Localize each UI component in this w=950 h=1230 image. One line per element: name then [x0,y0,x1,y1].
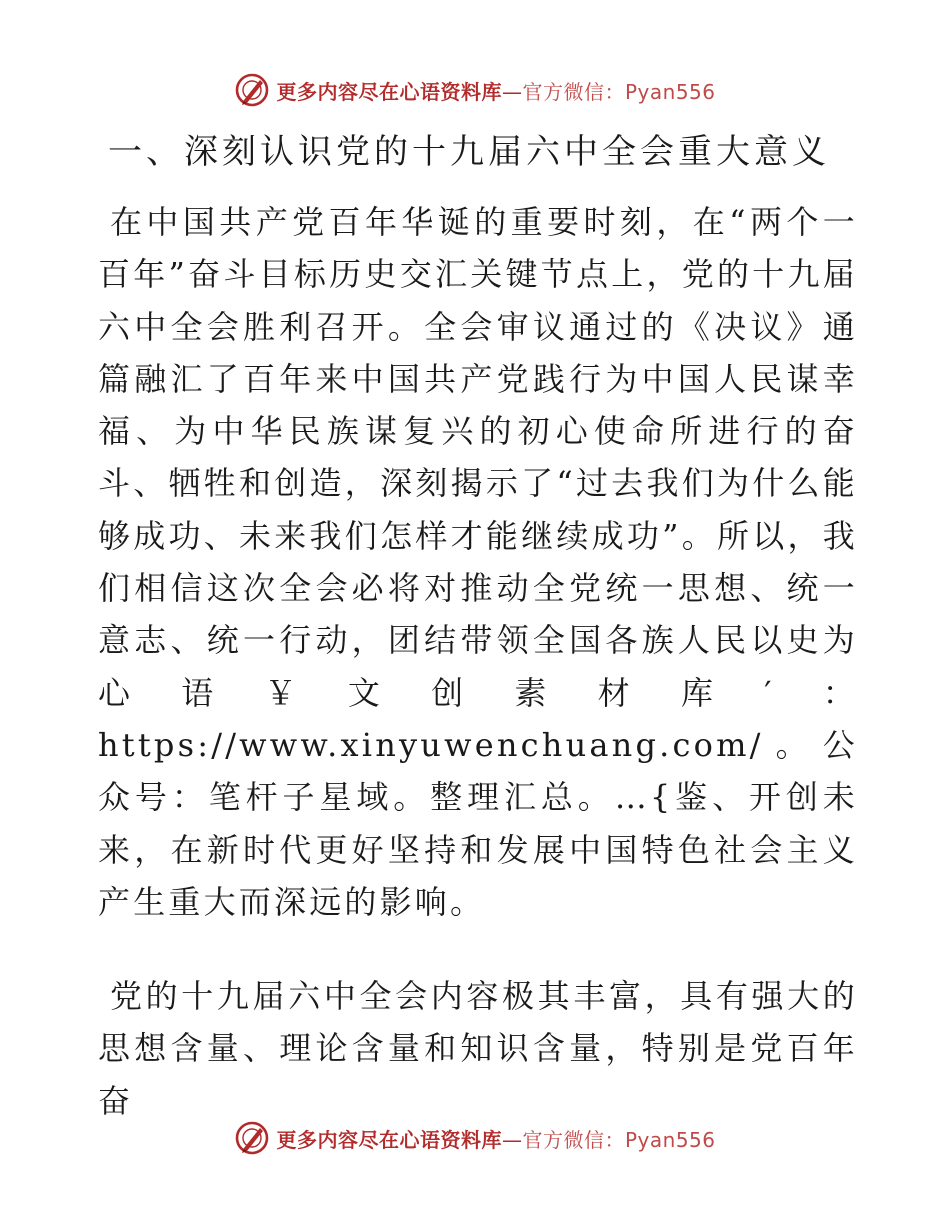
watermark-text: 更多内容尽在心语资料库—官方微信：Pyan556 [276,1127,716,1152]
pen-logo-icon [234,72,270,108]
footer-watermark-banner [0,1118,950,1158]
section-heading: 一、深刻认识党的十九届六中全会重大意义 [108,132,830,172]
header-watermark-banner [0,70,950,110]
body-paragraph: 在中国共产党百年华诞的重要时刻，在“两个一百年”奋斗目标历史交汇关键节点上，党的十九届六中全会胜利召开。全会审议通过的《决议》通篇融汇了百年来中国共产党践行为中国人民谋幸福、为中华民族谋复兴的初心使命所进行的奋斗、牺牲和创造，深刻揭示了“过去我们为什么能够成功、未来我们怎样才能继续成功”。所以，我们相信这次全会必将对推动全党统一思想、统一意志、统一行动，团结带领全国各族人民以史为心语￥文创素材库′：https://www.xinyuwenchuang.com/。公众号：笔杆子星域。整理汇总。…{鉴、开创未来，在新时代更好坚持和发展中国特色社会主义产生重大而深远的影响。 [98,203,858,921]
body-paragraph: 党的十九届六中全会内容极其丰富，具有强大的思想含量、理论含量和知识含量，特别是党百年奋 [98,977,858,1120]
pen-logo-icon [234,1120,270,1156]
watermark-text: 更多内容尽在心语资料库—官方微信：Pyan556 [276,79,716,104]
